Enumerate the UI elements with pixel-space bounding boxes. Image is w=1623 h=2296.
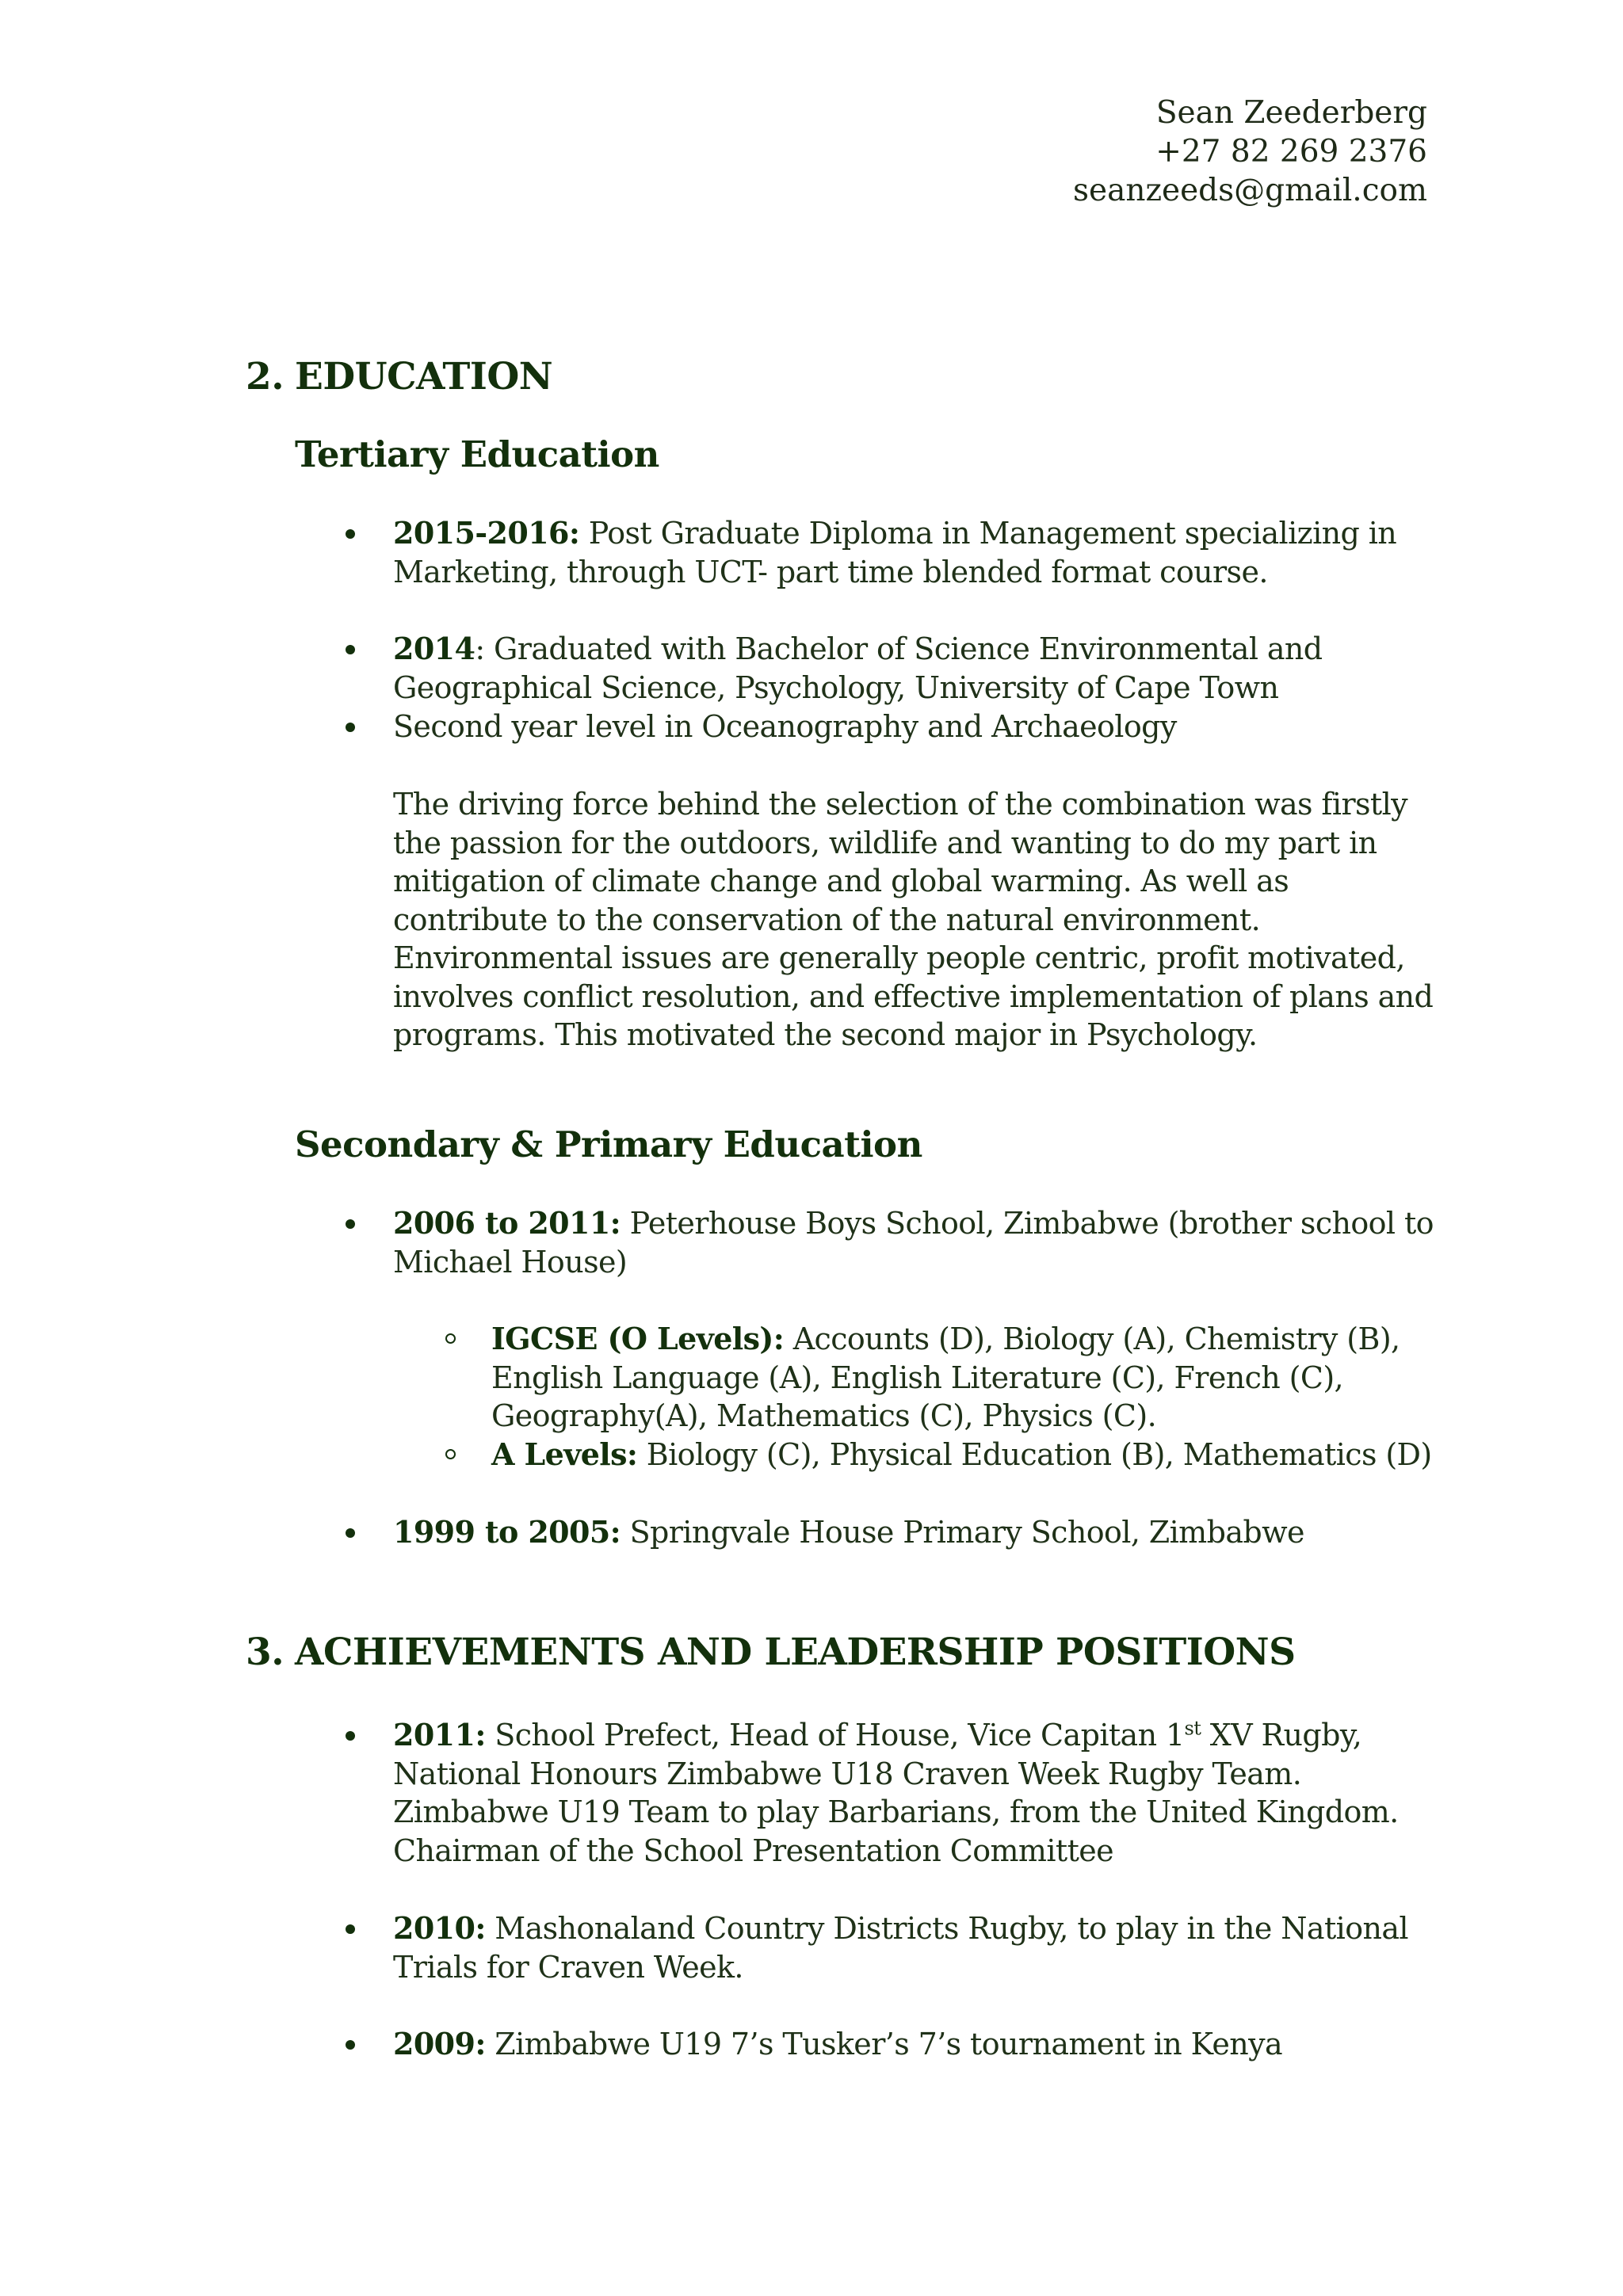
- section-heading-education: [246, 355, 552, 399]
- item-label: IGCSE (O Levels):: [491, 1321, 785, 1356]
- item-date: 2011:: [393, 1717, 486, 1753]
- item-date: 2009:: [393, 2026, 486, 2061]
- list-item: [393, 514, 1439, 591]
- contact-email: seanzeeds@gmail.com: [1073, 173, 1427, 208]
- item-label: A Levels:: [491, 1436, 638, 1472]
- contact-phone: +27 82 269 2376: [1155, 134, 1427, 170]
- list-item: [393, 630, 1439, 707]
- sub-list-item: [491, 1436, 1442, 1474]
- item-date: 2006 to 2011:: [393, 1205, 621, 1241]
- list-item: [393, 1204, 1439, 1281]
- section-title: ACHIEVEMENTS AND LEADERSHIP POSITIONS: [295, 1630, 1296, 1674]
- section-heading-achievements: [246, 1630, 1296, 1674]
- list-item: [393, 707, 1439, 746]
- item-text: Springvale House Primary School, Zimbabwe: [621, 1515, 1304, 1550]
- item-line: Chairman of the School Presentation Committee: [393, 1833, 1114, 1868]
- item-line: Zimbabwe U19 Team to play Barbarians, from the United Kingdom.: [393, 1794, 1399, 1829]
- item-text: Mashonaland Country Districts Rugby, to play in the National Trials for Craven Week.: [393, 1911, 1408, 1985]
- item-text: : Graduated with Bachelor of Science Environmental and Geographical Science, Psychology, University of Cape Town: [393, 631, 1323, 705]
- item-text: Accounts (D), Biology (A), Chemistry (B), English Language (A), English Literature (C), French (C), Geography(A), Mathematics (C), Physics (C).: [491, 1322, 1400, 1433]
- list-item: [393, 1513, 1439, 1552]
- contact-name: Sean Zeederberg: [1155, 95, 1427, 131]
- superscript: st: [1184, 1717, 1201, 1740]
- subheading-secondary: Secondary & Primary Education: [295, 1123, 922, 1165]
- contact-block: [1073, 93, 1427, 210]
- list-item: [393, 2025, 1439, 2064]
- item-text: Second year level in Oceanography and Archaeology: [393, 709, 1177, 744]
- item-text: Post Graduate Diploma in Management specializing in Marketing, through UCT- part time blended format course.: [393, 516, 1397, 589]
- section-title: EDUCATION: [295, 355, 553, 399]
- section-number: 3.: [246, 1630, 285, 1674]
- list-item: [393, 1716, 1439, 1870]
- section-number: 2.: [246, 355, 285, 399]
- item-date: 1999 to 2005:: [393, 1514, 621, 1550]
- item-text: School Prefect, Head of House, Vice Capitan 1: [485, 1718, 1185, 1753]
- list-item: [393, 1909, 1439, 1986]
- item-text: Biology (C), Physical Education (B), Mathematics (D): [637, 1437, 1432, 1472]
- tertiary-paragraph: The driving force behind the selection of the combination was firstly the passion for the outdoors, wildlife and wanting to do my part in mitigation of climate change and global warming. As well as contribute to the conservation of the natural environment. Environmental issues are generally people centric, profit motivated, involves conflict resolution, and effective implementation of plans and programs. This motivated the second major in Psychology.: [393, 787, 1434, 1052]
- item-text: Peterhouse Boys School, Zimbabwe (brother school to Michael House): [393, 1206, 1434, 1280]
- item-date: 2010:: [393, 1910, 486, 1946]
- item-date: 2015-2016:: [393, 515, 580, 551]
- subheading-tertiary: Tertiary Education: [295, 433, 659, 475]
- item-text: XV Rugby, National Honours Zimbabwe U18 Craven Week Rugby Team.: [393, 1718, 1362, 1791]
- item-date: 2014: [393, 631, 475, 666]
- item-text: Zimbabwe U19 7’s Tusker’s 7’s tournament in Kenya: [485, 2027, 1283, 2061]
- sub-list-item: [491, 1320, 1442, 1436]
